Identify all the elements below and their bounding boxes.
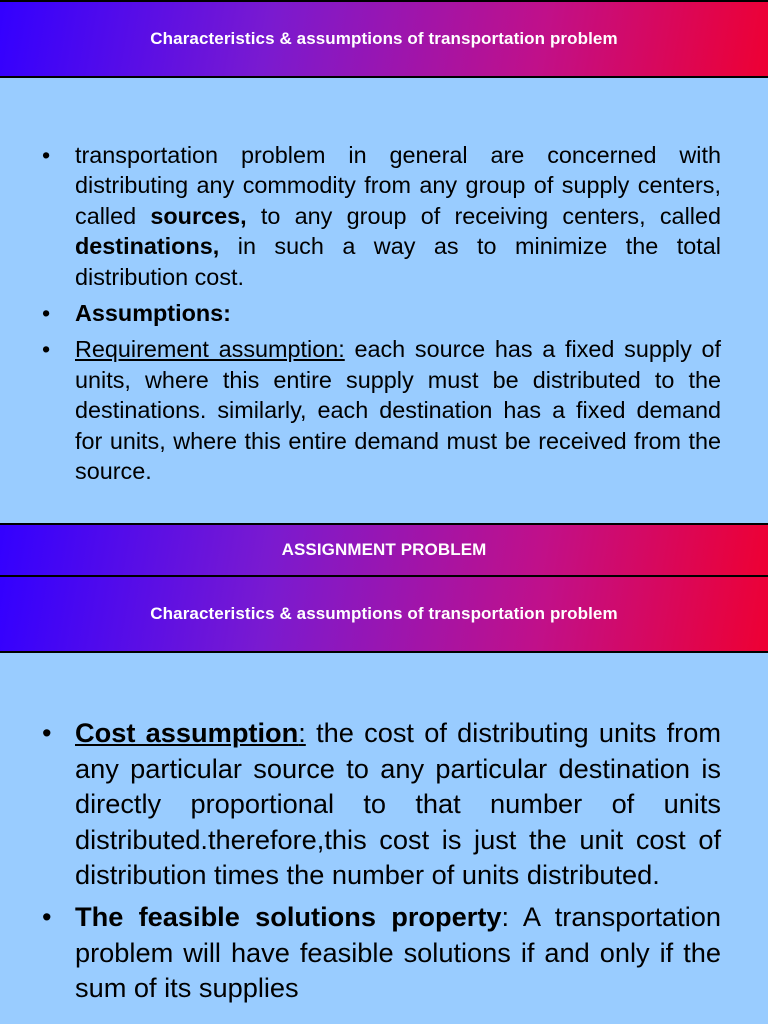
assignment-problem-label: ASSIGNMENT PROBLEM [281, 540, 487, 559]
slide1-title: Characteristics & assumptions of transportation problem [150, 29, 618, 48]
feasible-property-term: The feasible solutions property [75, 900, 502, 932]
bullet-glyph: • [42, 142, 51, 168]
sources-term: sources, [150, 202, 247, 229]
feasible-colon: : [501, 900, 510, 932]
slide2-bullet-feasible [0, 899, 768, 1006]
cost-assumption-text: the cost of distributing units from any particular source to any particular destination is directly proportional to that number of units distributed.therefore,this cost is just the unit cost of distribution times the number of units distributed. [75, 717, 721, 891]
slide1-body [0, 78, 768, 524]
slide2-title: Characteristics & assumptions of transportation problem [150, 604, 618, 623]
cost-colon: : [298, 717, 306, 748]
feasible-property-text: A transportation problem will have feasible solutions if and only if the sum of its supplies [75, 900, 721, 1004]
bullet-glyph: • [42, 336, 51, 363]
intro-text-2: to any group of receiving centers, called [246, 202, 721, 229]
slide1-bullet-requirement [0, 334, 768, 486]
slide1-title-banner [0, 0, 768, 78]
bullet-glyph: • [42, 717, 52, 748]
assumptions-heading: Assumptions: [75, 300, 231, 327]
intro-text-3: in such a way as to minimize the total distribution cost. [75, 233, 721, 290]
slide1-bullet-assumptions [0, 298, 768, 328]
bullet-glyph: • [42, 300, 51, 327]
cost-assumption-term: Cost assumption [75, 717, 299, 748]
requirement-term: Requirement assumption: [75, 336, 345, 363]
assignment-problem-banner [0, 523, 768, 577]
slide2-title-banner [0, 575, 768, 653]
slide1-bullet-list [0, 140, 768, 486]
slide2-bullet-list [0, 715, 768, 1006]
requirement-text: each source has a fixed supply of units, where this entire supply must be distributed to the destinations. similarly, each destination has a fixed demand for units, where this entire demand must be received from the source. [75, 336, 721, 485]
slide1-bullet-intro [0, 140, 768, 292]
destinations-term: destinations, [75, 233, 220, 260]
slide2-bullet-cost [0, 715, 768, 893]
bullet-glyph: • [42, 900, 52, 932]
intro-text-1: transportation problem in general are concerned with distributing any commodity from any group of supply centers, called [75, 142, 721, 229]
slide2-body [0, 653, 768, 1024]
